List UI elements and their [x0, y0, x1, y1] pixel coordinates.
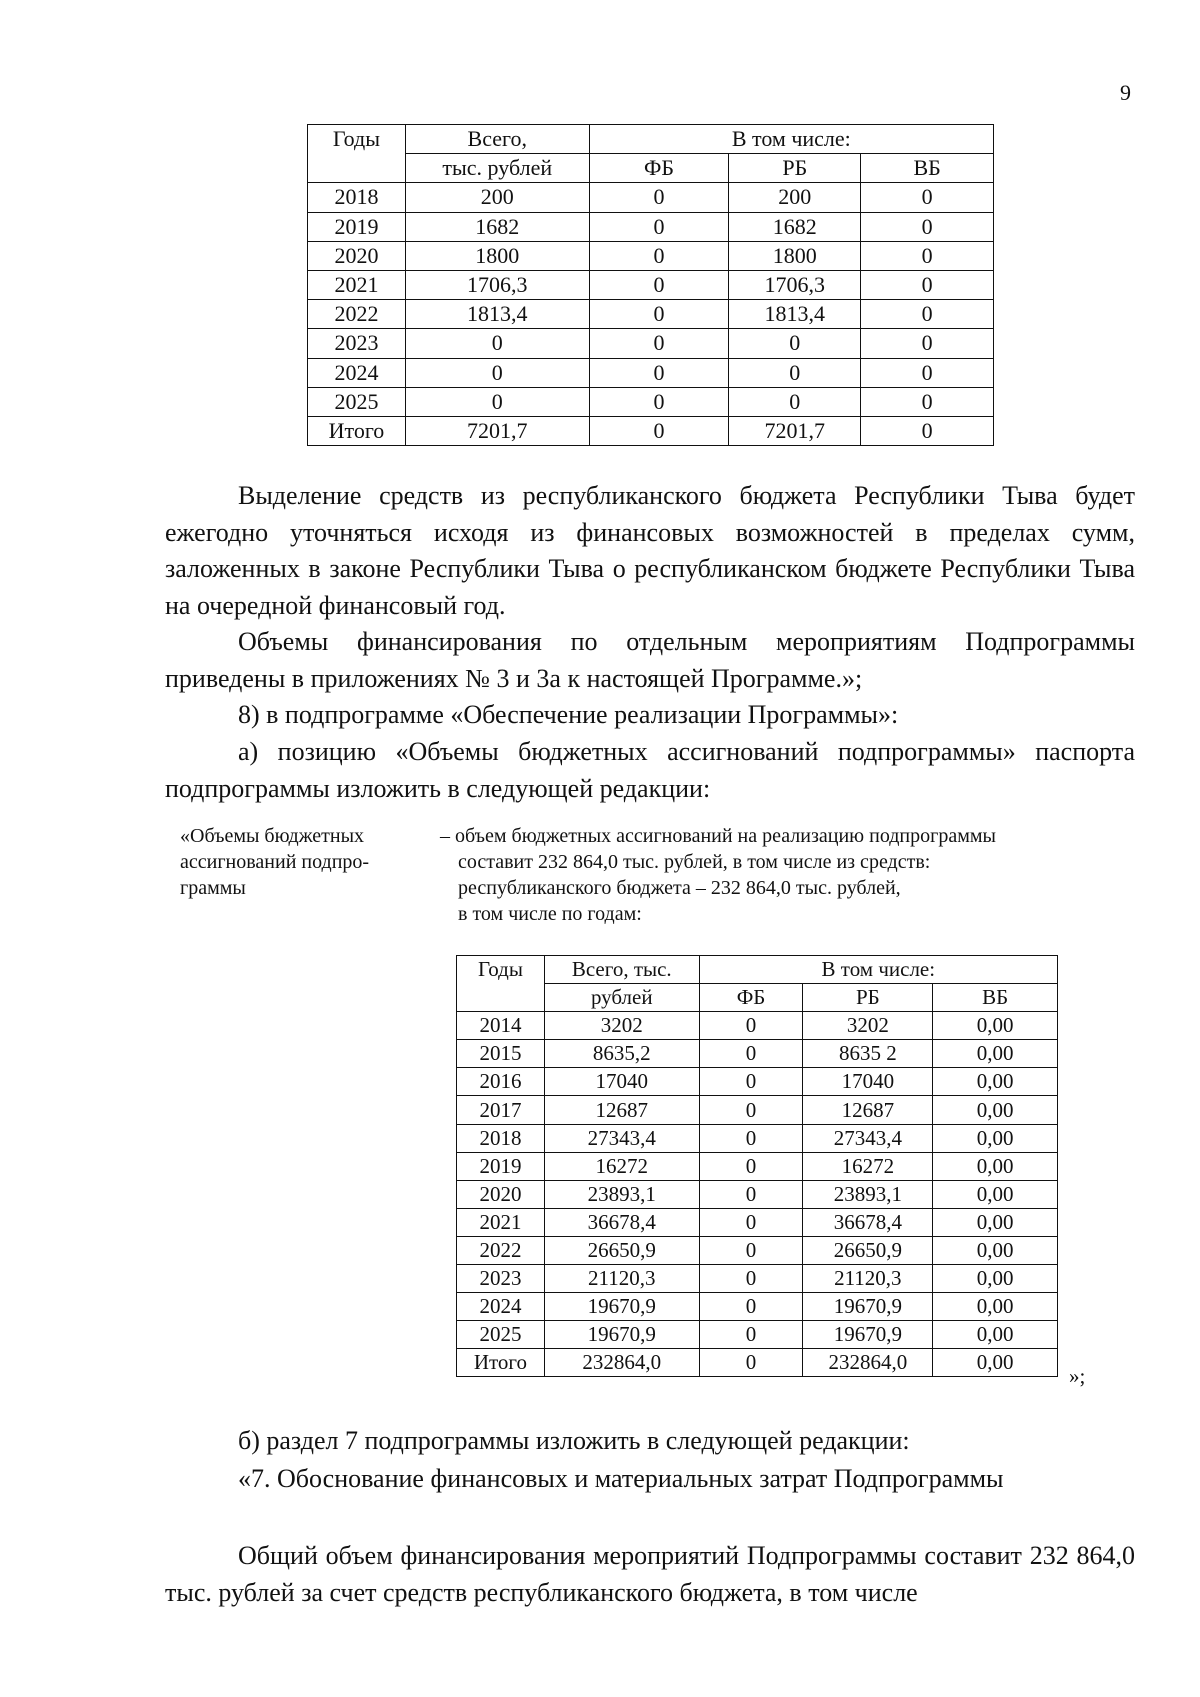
cell-fb: 0: [699, 1068, 803, 1096]
cell-fb: 0: [699, 1293, 803, 1321]
cell-rb: 232864,0: [803, 1349, 933, 1377]
table-row: [308, 241, 994, 270]
cell-total: 12687: [544, 1096, 699, 1124]
header-rb: РБ: [803, 984, 933, 1012]
cell-total: 8635,2: [544, 1040, 699, 1068]
cell-fb: 0: [589, 212, 729, 241]
cell-fb: 0: [699, 1265, 803, 1293]
cell-vb: 0,00: [933, 1208, 1058, 1236]
cell-total: 21120,3: [544, 1265, 699, 1293]
cell-vb: 0,00: [933, 1349, 1058, 1377]
table-row: [308, 183, 994, 212]
table-row: [457, 1180, 1058, 1208]
cell-vb: 0: [861, 358, 994, 387]
table-row: [457, 1124, 1058, 1152]
table-row: [457, 1096, 1058, 1124]
table-row: [457, 1152, 1058, 1180]
cell-total: 1682: [405, 212, 589, 241]
table-row: [457, 1293, 1058, 1321]
cell-fb: 0: [699, 1321, 803, 1349]
cell-rb: 8635 2: [803, 1040, 933, 1068]
header-vb: ВБ: [861, 154, 994, 183]
cell-total: 0: [405, 387, 589, 416]
cell-fb: 0: [699, 1040, 803, 1068]
paragraph-item-a: а) позицию «Объемы бюджетных ассигнований подпрограммы» паспорта подпрограммы изложить в следующей редакции:: [165, 737, 1135, 803]
cell-rb: 17040: [803, 1068, 933, 1096]
financing-table-2014-2025: [456, 955, 1058, 1377]
cell-vb: 0: [861, 416, 994, 445]
header-years: Годы: [308, 125, 406, 183]
cell-fb: 0: [589, 300, 729, 329]
page-number: 9: [1120, 80, 1131, 105]
cell-year: 2024: [457, 1293, 545, 1321]
cell-rb: 19670,9: [803, 1321, 933, 1349]
cell-vb: 0: [861, 329, 994, 358]
cell-vb: 0,00: [933, 1265, 1058, 1293]
header-years: Годы: [457, 956, 545, 1012]
cell-year: 2016: [457, 1068, 545, 1096]
cell-rb: 27343,4: [803, 1124, 933, 1152]
header-fb: ФБ: [589, 154, 729, 183]
cell-year: 2022: [457, 1236, 545, 1264]
cell-vb: 0,00: [933, 1124, 1058, 1152]
cell-year: 2020: [457, 1180, 545, 1208]
cell-fb: 0: [699, 1096, 803, 1124]
cell-year: 2022: [308, 300, 406, 329]
cell-year: 2019: [308, 212, 406, 241]
passport-text-line: составит 232 864,0 тыс. рублей, в том числе из средств:: [458, 851, 931, 873]
cell-vb: 0,00: [933, 1293, 1058, 1321]
table-row: [308, 212, 994, 241]
paragraph-financing-volumes: Объемы финансирования по отдельным мероприятиям Подпрограммы приведены в приложениях № 3 и 3а к настоящей Программе.»;: [165, 627, 1135, 693]
cell-year: 2025: [457, 1321, 545, 1349]
cell-rb: 0: [729, 387, 861, 416]
cell-fb: 0: [589, 387, 729, 416]
header-including: В том числе:: [699, 956, 1057, 984]
cell-fb: 0: [699, 1012, 803, 1040]
cell-vb: 0: [861, 300, 994, 329]
cell-total: 1800: [405, 241, 589, 270]
table-row: [308, 270, 994, 299]
cell-rb: 1800: [729, 241, 861, 270]
table-header-row: [457, 956, 1058, 984]
cell-year: 2017: [457, 1096, 545, 1124]
header-including: В том числе:: [589, 125, 993, 154]
cell-fb: 0: [589, 270, 729, 299]
cell-rb: 16272: [803, 1152, 933, 1180]
cell-fb: 0: [699, 1349, 803, 1377]
cell-rb: 12687: [803, 1096, 933, 1124]
cell-rb: 200: [729, 183, 861, 212]
cell-vb: 0,00: [933, 1068, 1058, 1096]
cell-total: 19670,9: [544, 1321, 699, 1349]
header-total-line2: рублей: [544, 984, 699, 1012]
cell-vb: 0: [861, 387, 994, 416]
paragraph-total-financing: Общий объем финансирования мероприятий Подпрограммы составит 232 864,0 тыс. рублей за счет средств республиканского бюджета, в том числе: [165, 1541, 1135, 1607]
cell-total: 7201,7: [405, 416, 589, 445]
header-rb: РБ: [729, 154, 861, 183]
table-row: [457, 1321, 1058, 1349]
cell-year: 2025: [308, 387, 406, 416]
cell-year: 2015: [457, 1040, 545, 1068]
cell-rb: 0: [729, 358, 861, 387]
cell-total: 232864,0: [544, 1349, 699, 1377]
passport-text-line: республиканского бюджета – 232 864,0 тыс. рублей,: [458, 877, 901, 899]
passport-position-label: [180, 823, 425, 901]
header-total-line2: тыс. рублей: [405, 154, 589, 183]
table-header-row: [457, 984, 1058, 1012]
cell-fb: 0: [589, 329, 729, 358]
passport-text-line: в том числе по годам:: [458, 903, 642, 925]
cell-rb: 0: [729, 329, 861, 358]
passport-label-line: «Объемы бюджетных: [180, 825, 365, 847]
cell-total: 16272: [544, 1152, 699, 1180]
table-row: [457, 1208, 1058, 1236]
cell-fb: 0: [699, 1236, 803, 1264]
cell-rb: 26650,9: [803, 1236, 933, 1264]
cell-fb: 0: [589, 241, 729, 270]
header-vb: ВБ: [933, 984, 1058, 1012]
cell-total: 1813,4: [405, 300, 589, 329]
cell-vb: 0,00: [933, 1096, 1058, 1124]
cell-year: 2020: [308, 241, 406, 270]
table-row: [457, 1349, 1058, 1377]
cell-total: 27343,4: [544, 1124, 699, 1152]
cell-vb: 0: [861, 241, 994, 270]
paragraph-item-8: 8) в подпрограмме «Обеспечение реализации Программы»:: [238, 700, 899, 729]
cell-rb: 3202: [803, 1012, 933, 1040]
cell-total: 17040: [544, 1068, 699, 1096]
cell-fb: 0: [589, 183, 729, 212]
cell-rb: 23893,1: [803, 1180, 933, 1208]
cell-rb: 1813,4: [729, 300, 861, 329]
cell-rb: 1682: [729, 212, 861, 241]
cell-year: 2021: [308, 270, 406, 299]
cell-fb: 0: [589, 358, 729, 387]
passport-label-line: граммы: [180, 877, 246, 899]
cell-total: 200: [405, 183, 589, 212]
cell-year: 2024: [308, 358, 406, 387]
header-total-line1: Всего,: [405, 125, 589, 154]
table-row: [457, 1068, 1058, 1096]
cell-year: 2023: [457, 1265, 545, 1293]
table-row: [308, 358, 994, 387]
passport-label-line: ассигнований подпро-: [180, 851, 370, 873]
cell-total: 19670,9: [544, 1293, 699, 1321]
section-7-heading: «7. Обоснование финансовых и материальных затрат Подпрограммы: [238, 1464, 1004, 1493]
financing-table-2018-2025: [307, 124, 994, 446]
cell-fb: 0: [589, 416, 729, 445]
header-fb: ФБ: [699, 984, 803, 1012]
cell-total: 1706,3: [405, 270, 589, 299]
cell-vb: 0,00: [933, 1236, 1058, 1264]
table-row: [457, 1265, 1058, 1293]
cell-vb: 0: [861, 183, 994, 212]
paragraph-budget-allocation: Выделение средств из республиканского бюджета Республики Тыва будет ежегодно уточняться исходя из финансовых возможностей в пределах сумм, заложенных в законе Республики Тыва о республиканском бюджете Республики Тыва на очередной финансовый год.: [165, 481, 1135, 620]
cell-year: 2018: [308, 183, 406, 212]
cell-total: 23893,1: [544, 1180, 699, 1208]
table-row: [457, 1040, 1058, 1068]
cell-rb: 1706,3: [729, 270, 861, 299]
cell-year: 2019: [457, 1152, 545, 1180]
cell-year: 2014: [457, 1012, 545, 1040]
closing-quote-mark: »;: [1069, 1364, 1086, 1388]
cell-rb: 21120,3: [803, 1265, 933, 1293]
table-row: [308, 329, 994, 358]
cell-total: 0: [405, 329, 589, 358]
cell-vb: 0: [861, 270, 994, 299]
table-header-row: [308, 125, 994, 154]
passport-text-line: – объем бюджетных ассигнований на реализацию подпрограммы: [440, 825, 996, 847]
cell-vb: 0,00: [933, 1152, 1058, 1180]
cell-vb: 0,00: [933, 1180, 1058, 1208]
cell-rb: 36678,4: [803, 1208, 933, 1236]
passport-position-text: [440, 823, 1140, 927]
table-header-row: [308, 154, 994, 183]
cell-total: 36678,4: [544, 1208, 699, 1236]
cell-year: 2023: [308, 329, 406, 358]
cell-year: 2021: [457, 1208, 545, 1236]
cell-vb: 0: [861, 212, 994, 241]
cell-total: 26650,9: [544, 1236, 699, 1264]
cell-year: 2018: [457, 1124, 545, 1152]
cell-year: Итого: [308, 416, 406, 445]
cell-fb: 0: [699, 1152, 803, 1180]
cell-vb: 0,00: [933, 1040, 1058, 1068]
table-row: [457, 1012, 1058, 1040]
cell-total: 0: [405, 358, 589, 387]
cell-fb: 0: [699, 1180, 803, 1208]
table-row: [457, 1236, 1058, 1264]
cell-rb: 7201,7: [729, 416, 861, 445]
cell-fb: 0: [699, 1208, 803, 1236]
cell-fb: 0: [699, 1124, 803, 1152]
cell-rb: 19670,9: [803, 1293, 933, 1321]
cell-total: 3202: [544, 1012, 699, 1040]
table-row: [308, 387, 994, 416]
paragraph-item-b: б) раздел 7 подпрограммы изложить в следующей редакции:: [238, 1426, 910, 1455]
header-total-line1: Всего, тыс.: [544, 956, 699, 984]
table-row: [308, 300, 994, 329]
cell-vb: 0,00: [933, 1321, 1058, 1349]
cell-year: Итого: [457, 1349, 545, 1377]
cell-vb: 0,00: [933, 1012, 1058, 1040]
table-row: [308, 416, 994, 445]
